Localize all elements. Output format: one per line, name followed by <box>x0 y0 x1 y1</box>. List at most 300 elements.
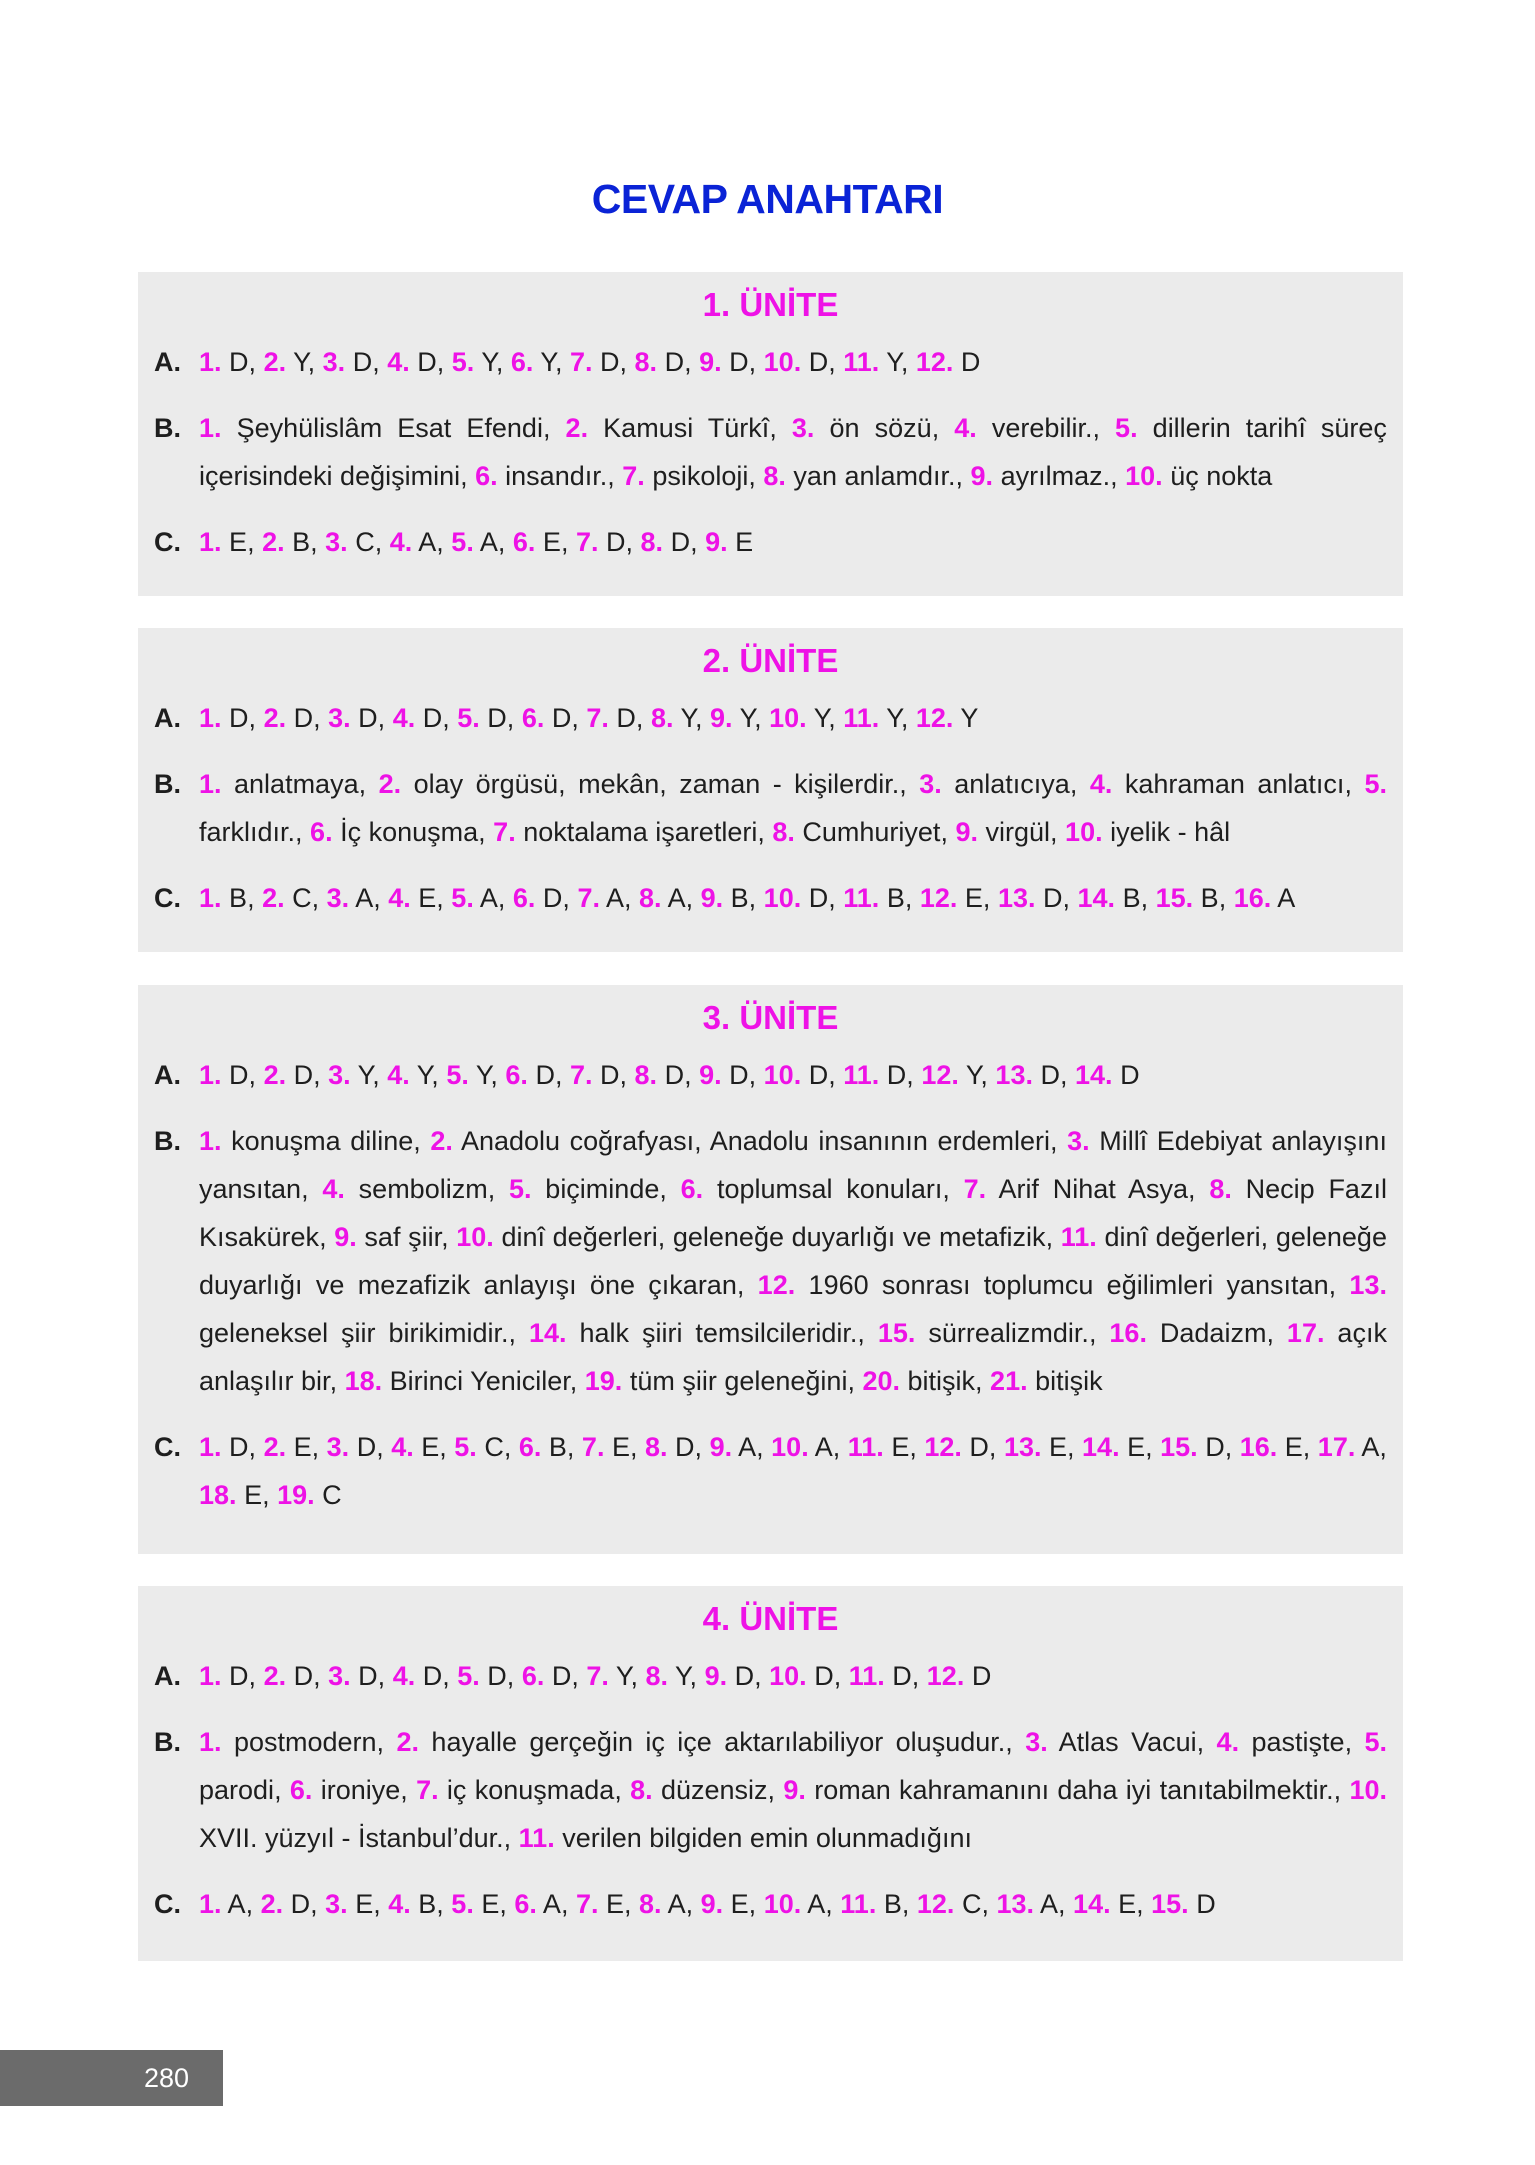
question-number: 5. <box>1115 413 1138 443</box>
answer-text: D <box>358 703 378 733</box>
answer-text: E <box>293 1432 312 1462</box>
answer-text: D <box>551 703 572 733</box>
question-number: 8. <box>772 817 795 847</box>
answer-text: D <box>487 703 507 733</box>
question-number: 2. <box>378 769 402 799</box>
question-number: 7. <box>569 347 593 377</box>
answer-text: Y <box>675 1661 690 1691</box>
answer-text: D <box>542 883 563 913</box>
answer-text: A <box>355 883 374 913</box>
answer-text: A <box>667 1889 686 1919</box>
unit-4-box <box>138 1586 1403 1961</box>
answer-text: D <box>892 1661 912 1691</box>
answer-text: ön sözü <box>829 413 932 443</box>
question-number: 10. <box>763 1889 802 1919</box>
row-answers: 1. E, 2. B, 3. C, 4. A, 5. A, 6. E, 7. D, 8. D, 9. E <box>199 527 754 557</box>
answer-text: D <box>293 703 314 733</box>
question-number: 11. <box>848 1661 885 1691</box>
question-number: 7. <box>493 817 516 847</box>
answer-text: ironiye <box>320 1775 401 1805</box>
question-number: 5. <box>1364 1727 1388 1757</box>
answer-text: farklıdır. <box>199 817 296 847</box>
answer-text: D <box>600 347 620 377</box>
answer-text: kahraman anlatıcı <box>1124 769 1345 799</box>
answer-text: toplumsal konuları <box>716 1174 943 1204</box>
question-number: 1. <box>199 703 222 733</box>
question-number: 6. <box>512 883 536 913</box>
answer-text: Y <box>475 1060 491 1090</box>
answer-text: D <box>229 347 249 377</box>
answer-text: D <box>229 1432 249 1462</box>
answer-text: E <box>611 1432 630 1462</box>
answer-text: B <box>886 883 905 913</box>
question-number: 2. <box>263 1060 287 1090</box>
answer-text: E <box>1049 1432 1068 1462</box>
page-title: CEVAP ANAHTARI <box>591 176 944 222</box>
question-number: 5. <box>451 883 474 913</box>
row-label: B. <box>154 413 181 443</box>
question-number: 10. <box>1125 461 1163 491</box>
answer-text: halk şiiri temsilcileridir. <box>579 1318 858 1348</box>
answer-text: Atlas Vacui <box>1058 1727 1197 1757</box>
question-number: 1. <box>199 1060 222 1090</box>
answer-text: D <box>616 703 636 733</box>
question-number: 9. <box>783 1775 806 1805</box>
row-answers: 1. anlatmaya, 2. olay örgüsü, mekân, zaman - kişilerdir., 3. anlatıcıya, 4. kahraman anlatıcı, 5. farklıdır., 6. İç konuşma, 7. noktalama işaretleri, 8. Cumhuriyet, 9. virgül, 10. iyelik - hâl <box>199 769 1387 847</box>
row-label: B. <box>154 1727 181 1757</box>
answer-text: D <box>422 703 443 733</box>
question-number: 9. <box>699 347 722 377</box>
answer-text: A <box>738 1432 757 1462</box>
answer-text: 1960 sonrası toplumcu eğilimleri yansıtan <box>808 1270 1329 1300</box>
row-answers: 1. D, 2. Y, 3. D, 4. D, 5. Y, 6. Y, 7. D, 8. D, 9. D, 10. D, 11. Y, 12. D <box>199 347 981 377</box>
question-number: 10. <box>769 703 807 733</box>
question-number: 9. <box>970 461 994 491</box>
question-number: 9. <box>699 1060 722 1090</box>
question-number: 12. <box>924 1432 962 1462</box>
answer-text: B <box>292 527 311 557</box>
question-number: 3. <box>1067 1126 1090 1156</box>
question-number: 4. <box>954 413 977 443</box>
question-number: 5. <box>1364 769 1387 799</box>
question-number: 6. <box>510 347 534 377</box>
question-number: 9. <box>704 1661 728 1691</box>
answer-text: A <box>814 1432 833 1462</box>
question-number: 21. <box>990 1366 1028 1396</box>
question-number: 6. <box>512 527 536 557</box>
question-number: 2. <box>263 703 287 733</box>
question-number: 1. <box>199 1889 222 1919</box>
question-number: 9. <box>334 1222 357 1252</box>
answer-text: dinî değerleri, geleneğe duyarlığı ve mezafizik anlayışı öne çıkaran <box>199 1222 1387 1300</box>
question-number: 5. <box>451 1889 474 1919</box>
question-number: 10. <box>763 883 802 913</box>
question-number: 3. <box>328 1060 351 1090</box>
answer-text: saf şiir <box>364 1222 442 1252</box>
question-number: 11. <box>843 883 880 913</box>
question-number: 7. <box>416 1775 439 1805</box>
question-number: 4. <box>388 1889 411 1919</box>
question-number: 4. <box>392 703 416 733</box>
question-number: 7. <box>569 1060 593 1090</box>
answer-text: bitişik <box>1035 1366 1103 1396</box>
question-number: 8. <box>1209 1174 1232 1204</box>
answer-text: parodi <box>199 1775 275 1805</box>
question-number: 14. <box>1077 883 1116 913</box>
question-number: 1. <box>199 413 222 443</box>
question-number: 5. <box>457 1661 480 1691</box>
answer-text: üç nokta <box>1170 461 1273 491</box>
answer-text: Y <box>886 347 901 377</box>
unit-title: 1. ÜNİTE <box>702 286 839 323</box>
question-number: 17. <box>1317 1432 1356 1462</box>
answer-text: E <box>735 527 754 557</box>
question-number: 7. <box>622 461 645 491</box>
question-number: 2. <box>260 1889 284 1919</box>
answer-text: D <box>729 347 749 377</box>
answer-text: A <box>605 883 624 913</box>
answer-text: D <box>664 1060 685 1090</box>
question-number: 8. <box>645 1661 668 1691</box>
question-number: 8. <box>639 883 662 913</box>
row-answers: 1. konuşma diline, 2. Anadolu coğrafyası, Anadolu insanının erdemleri, 3. Millî Edebiyat anlayışını yansıtan, 4. sembolizm, 5. biçiminde, 6. toplumsal konuları, 7. Arif Nihat Asya, 8. Necip Fazıl Kısakürek, 9. saf şiir, 10. dinî değerleri, geleneğe duyarlığı ve metafizik, 11. dinî değerleri, geleneğe duyarlığı ve mezafizik anlayışı öne çıkaran, 12. 1960 sonrası toplumcu eğilimleri yansıtan, 13. geleneksel şiir birikimidir., 14. halk şiiri temsilcileridir., 15. sürrealizmdir., 16. Dadaizm, 17. açık anlaşılır bir, 18. Birinci Yeniciler, 19. tüm şiir geleneğini, 20. bitişik, 21. bitişik <box>199 1126 1387 1396</box>
answer-text: A <box>1277 883 1296 913</box>
question-number: 13. <box>1003 1432 1042 1462</box>
answer-text: A <box>1361 1432 1380 1462</box>
answer-text: XVII. yüzyıl - İstanbul’dur. <box>199 1823 504 1853</box>
question-number: 18. <box>199 1480 237 1510</box>
row-answers: 1. B, 2. C, 3. A, 4. E, 5. A, 6. D, 7. A, 8. A, 9. B, 10. D, 11. B, 12. E, 13. D, 14. B, 15. B, 16. A <box>199 883 1296 913</box>
row-answers: 1. A, 2. D, 3. E, 4. B, 5. E, 6. A, 7. E, 8. A, 9. E, 10. A, 11. B, 12. C, 13. A, 14. E, 15. D <box>199 1889 1216 1919</box>
question-number: 8. <box>650 703 674 733</box>
question-number: 3. <box>325 527 348 557</box>
question-number: 10. <box>456 1222 494 1252</box>
answer-text: Y <box>739 703 755 733</box>
answer-text: hayalle gerçeğin iç içe aktarılabiliyor oluşudur. <box>431 1727 1006 1757</box>
answer-text: iyelik - hâl <box>1110 817 1231 847</box>
question-number: 15. <box>877 1318 916 1348</box>
answer-text: B <box>883 1889 902 1919</box>
answer-text: D <box>960 347 981 377</box>
answer-text: E <box>418 883 437 913</box>
question-number: 5. <box>451 527 474 557</box>
question-number: 2. <box>262 883 285 913</box>
question-number: 12. <box>915 347 954 377</box>
answer-text: Y <box>680 703 696 733</box>
answer-text: dillerin tarihî süreç içerisindeki değişimini <box>199 413 1387 491</box>
question-number: 4. <box>387 1060 410 1090</box>
question-number: 18. <box>344 1366 383 1396</box>
question-number: 1. <box>199 1432 222 1462</box>
question-number: 6. <box>514 1889 537 1919</box>
answer-text: D <box>1040 1060 1060 1090</box>
answer-text: Y <box>293 347 308 377</box>
answer-text: D <box>535 1060 555 1090</box>
answer-text: tüm şiir geleneğini <box>629 1366 848 1396</box>
answer-row-c <box>154 1423 1387 1519</box>
answer-text: D <box>814 1661 834 1691</box>
question-number: 12. <box>921 1060 959 1090</box>
question-number: 4. <box>322 1174 345 1204</box>
answer-text: pastişte <box>1251 1727 1345 1757</box>
question-number: 11. <box>843 703 880 733</box>
answer-text: D <box>1043 883 1063 913</box>
answer-text: Y <box>965 1060 981 1090</box>
answer-text: sürrealizmdir. <box>928 1318 1089 1348</box>
question-number: 15. <box>1160 1432 1198 1462</box>
question-number: 7. <box>575 1889 599 1919</box>
question-number: 1. <box>199 769 222 799</box>
question-number: 3. <box>325 1889 348 1919</box>
answer-text: D <box>971 1661 992 1691</box>
answer-text: İç konuşma <box>340 817 479 847</box>
answer-text: D <box>487 1661 507 1691</box>
answer-text: D <box>293 1661 314 1691</box>
question-number: 11. <box>1060 1222 1097 1252</box>
answer-text: bitişik <box>907 1366 976 1396</box>
answer-text: A <box>227 1889 246 1919</box>
question-number: 12. <box>757 1270 796 1300</box>
answer-text: C <box>322 1480 342 1510</box>
answer-text: A <box>418 527 437 557</box>
question-number: 19. <box>584 1366 623 1396</box>
answer-text: D <box>417 347 437 377</box>
row-label: A. <box>154 1661 181 1691</box>
answer-text: A <box>1040 1889 1059 1919</box>
row-label: C. <box>154 1889 181 1919</box>
answer-text: E <box>355 1889 374 1919</box>
answer-text: Arif Nihat Asya <box>998 1174 1189 1204</box>
question-number: 1. <box>199 347 222 377</box>
answer-text: C <box>961 1889 982 1919</box>
answer-text: E <box>891 1432 910 1462</box>
answer-text: D <box>606 527 626 557</box>
question-number: 2. <box>263 1661 287 1691</box>
answer-text: psikoloji <box>652 461 749 491</box>
question-number: 4. <box>391 1432 414 1462</box>
question-number: 5. <box>457 703 480 733</box>
question-number: 10. <box>771 1432 809 1462</box>
question-number: 7. <box>581 1432 605 1462</box>
answer-text: D <box>1196 1889 1216 1919</box>
question-number: 8. <box>634 1060 658 1090</box>
question-number: 15. <box>1151 1889 1189 1919</box>
question-number: 3. <box>791 413 815 443</box>
answer-text: Y <box>357 1060 373 1090</box>
question-number: 9. <box>700 883 724 913</box>
answer-text: A <box>542 1889 561 1919</box>
answer-text: D <box>293 1060 314 1090</box>
answer-row-b <box>154 760 1387 856</box>
question-number: 20. <box>862 1366 900 1396</box>
question-number: 14. <box>528 1318 567 1348</box>
question-number: 4. <box>388 883 411 913</box>
question-number: 6. <box>505 1060 528 1090</box>
question-number: 1. <box>199 1126 222 1156</box>
row-label: C. <box>154 1432 181 1462</box>
question-number: 11. <box>843 347 880 377</box>
question-number: 7. <box>577 883 600 913</box>
question-number: 14. <box>1082 1432 1120 1462</box>
answer-text: D <box>886 1060 907 1090</box>
row-answers: 1. Şeyhülislâm Esat Efendi, 2. Kamusi Türkî, 3. ön sözü, 4. verebilir., 5. dillerin tarihî süreç içerisindeki değişimini, 6. insandır., 7. psikoloji, 8. yan anlamdır., 9. ayrılmaz., 10. üç nokta <box>199 413 1387 491</box>
answer-text: roman kahramanını daha iyi tanıtabilmektir. <box>814 1775 1334 1805</box>
answer-text: D <box>808 347 829 377</box>
page-number: 280 <box>0 2050 223 2106</box>
answer-text: D <box>229 703 249 733</box>
answer-text: E <box>964 883 983 913</box>
answer-text: verebilir. <box>991 413 1093 443</box>
question-number: 6. <box>475 461 498 491</box>
answer-text: D <box>969 1432 989 1462</box>
answer-text: ayrılmaz. <box>1000 461 1111 491</box>
answer-text: Y <box>886 703 901 733</box>
answer-row-a <box>154 1652 1387 1700</box>
answer-text: D <box>670 527 691 557</box>
answer-text: B <box>229 883 248 913</box>
question-number: 10. <box>1065 817 1103 847</box>
question-number: 13. <box>997 883 1036 913</box>
question-number: 8. <box>634 347 658 377</box>
question-number: 5. <box>446 1060 469 1090</box>
answer-text: E <box>244 1480 263 1510</box>
question-number: 9. <box>705 527 728 557</box>
answer-row-b <box>154 404 1387 500</box>
question-number: 3. <box>326 883 350 913</box>
question-number: 13. <box>1349 1270 1387 1300</box>
answer-text: Y <box>481 347 496 377</box>
question-number: 5. <box>451 347 475 377</box>
answer-text: E <box>481 1889 500 1919</box>
question-number: 6. <box>289 1775 313 1805</box>
answer-text: Y <box>813 703 829 733</box>
row-label: B. <box>154 1126 181 1156</box>
question-number: 12. <box>915 703 954 733</box>
answer-text: virgül <box>985 817 1051 847</box>
answer-text: Şeyhülislâm Esat Efendi <box>236 413 543 443</box>
question-number: 7. <box>586 1661 609 1691</box>
answer-text: geleneksel şiir birikimidir. <box>199 1318 509 1348</box>
question-number: 9. <box>700 1889 724 1919</box>
answer-text: A <box>667 883 686 913</box>
question-number: 1. <box>199 527 222 557</box>
answer-text: C <box>355 527 375 557</box>
unit-1-box <box>138 272 1403 596</box>
answer-row-b <box>154 1718 1387 1862</box>
answer-text: D <box>600 1060 620 1090</box>
answer-text: C <box>484 1432 504 1462</box>
unit-2-box <box>138 628 1403 952</box>
answer-text: A <box>479 883 498 913</box>
question-number: 1. <box>199 1727 222 1757</box>
row-answers: 1. D, 2. D, 3. D, 4. D, 5. D, 6. D, 7. Y, 8. Y, 9. D, 10. D, 11. D, 12. D <box>199 1661 992 1691</box>
answer-text: Kamusi Türkî <box>603 413 770 443</box>
question-number: 2. <box>396 1727 419 1757</box>
answer-text: biçiminde <box>545 1174 660 1204</box>
question-number: 8. <box>639 1889 662 1919</box>
answer-text: E <box>229 527 248 557</box>
row-answers: 1. D, 2. E, 3. D, 4. E, 5. C, 6. B, 7. E, 8. D, 9. A, 10. A, 11. E, 12. D, 13. E, 14. E, 15. D, 16. E, 17. A, 18. E, 19. C <box>199 1432 1387 1510</box>
answer-text: Y <box>960 703 979 733</box>
question-number: 9. <box>710 703 733 733</box>
answer-text: D <box>808 1060 829 1090</box>
answer-text: Necip Fazıl Kısakürek <box>199 1174 1387 1252</box>
question-number: 12. <box>916 1889 955 1919</box>
answer-text: D <box>352 347 373 377</box>
question-number: 16. <box>1239 1432 1278 1462</box>
answer-text: sembolizm <box>358 1174 488 1204</box>
question-number: 3. <box>1025 1727 1048 1757</box>
answer-text: D <box>675 1432 695 1462</box>
answer-text: D <box>808 883 829 913</box>
question-number: 6. <box>521 1661 545 1691</box>
answer-row-c <box>154 1880 1387 1928</box>
unit-title: 3. ÜNİTE <box>702 999 839 1036</box>
answer-text: D <box>356 1432 377 1462</box>
answer-text: D <box>358 1661 378 1691</box>
answer-row-c <box>154 518 1387 566</box>
question-number: 10. <box>769 1661 807 1691</box>
question-number: 11. <box>843 1060 880 1090</box>
answer-text: C <box>292 883 312 913</box>
answer-text: D <box>1120 1060 1140 1090</box>
question-number: 17. <box>1286 1318 1325 1348</box>
answer-text: olay örgüsü, mekân, zaman - kişilerdir. <box>413 769 900 799</box>
row-label: A. <box>154 347 181 377</box>
answer-text: insandır. <box>505 461 608 491</box>
answer-text: B <box>1122 883 1141 913</box>
question-number: 2. <box>263 347 287 377</box>
question-number: 14. <box>1075 1060 1113 1090</box>
question-number: 5. <box>508 1174 532 1204</box>
question-number: 19. <box>277 1480 315 1510</box>
question-number: 8. <box>645 1432 668 1462</box>
row-label: C. <box>154 527 181 557</box>
answer-text: Y <box>615 1661 631 1691</box>
question-number: 6. <box>518 1432 542 1462</box>
answer-text: konuşma diline <box>231 1126 414 1156</box>
answer-text: Y <box>540 347 555 377</box>
answer-text: E <box>606 1889 625 1919</box>
question-number: 3. <box>919 769 942 799</box>
row-label: A. <box>154 1060 181 1090</box>
answer-text: düzensiz <box>660 1775 768 1805</box>
question-number: 4. <box>1089 769 1113 799</box>
question-number: 3. <box>328 1661 351 1691</box>
question-number: 15. <box>1155 883 1194 913</box>
question-number: 6. <box>521 703 545 733</box>
question-number: 11. <box>518 1823 555 1853</box>
unit-3-box <box>138 985 1403 1554</box>
question-number: 5. <box>454 1432 477 1462</box>
answer-text: D <box>551 1661 572 1691</box>
answer-text: D <box>422 1661 443 1691</box>
question-number: 12. <box>919 883 958 913</box>
question-number: 13. <box>996 1889 1034 1919</box>
answer-text: E <box>542 527 561 557</box>
answer-text: E <box>421 1432 440 1462</box>
question-number: 3. <box>322 347 346 377</box>
unit-title: 4. ÜNİTE <box>702 1600 839 1637</box>
unit-title: 2. ÜNİTE <box>702 642 839 679</box>
answer-text: Y <box>416 1060 432 1090</box>
answer-text: Millî Edebiyat anlayışını yansıtan <box>199 1126 1387 1204</box>
answer-text: D <box>734 1661 755 1691</box>
row-label: B. <box>154 769 181 799</box>
row-answers: 1. D, 2. D, 3. D, 4. D, 5. D, 6. D, 7. D, 8. Y, 9. Y, 10. Y, 11. Y, 12. Y <box>199 703 979 733</box>
question-number: 16. <box>1109 1318 1147 1348</box>
answer-text: D <box>229 1661 249 1691</box>
